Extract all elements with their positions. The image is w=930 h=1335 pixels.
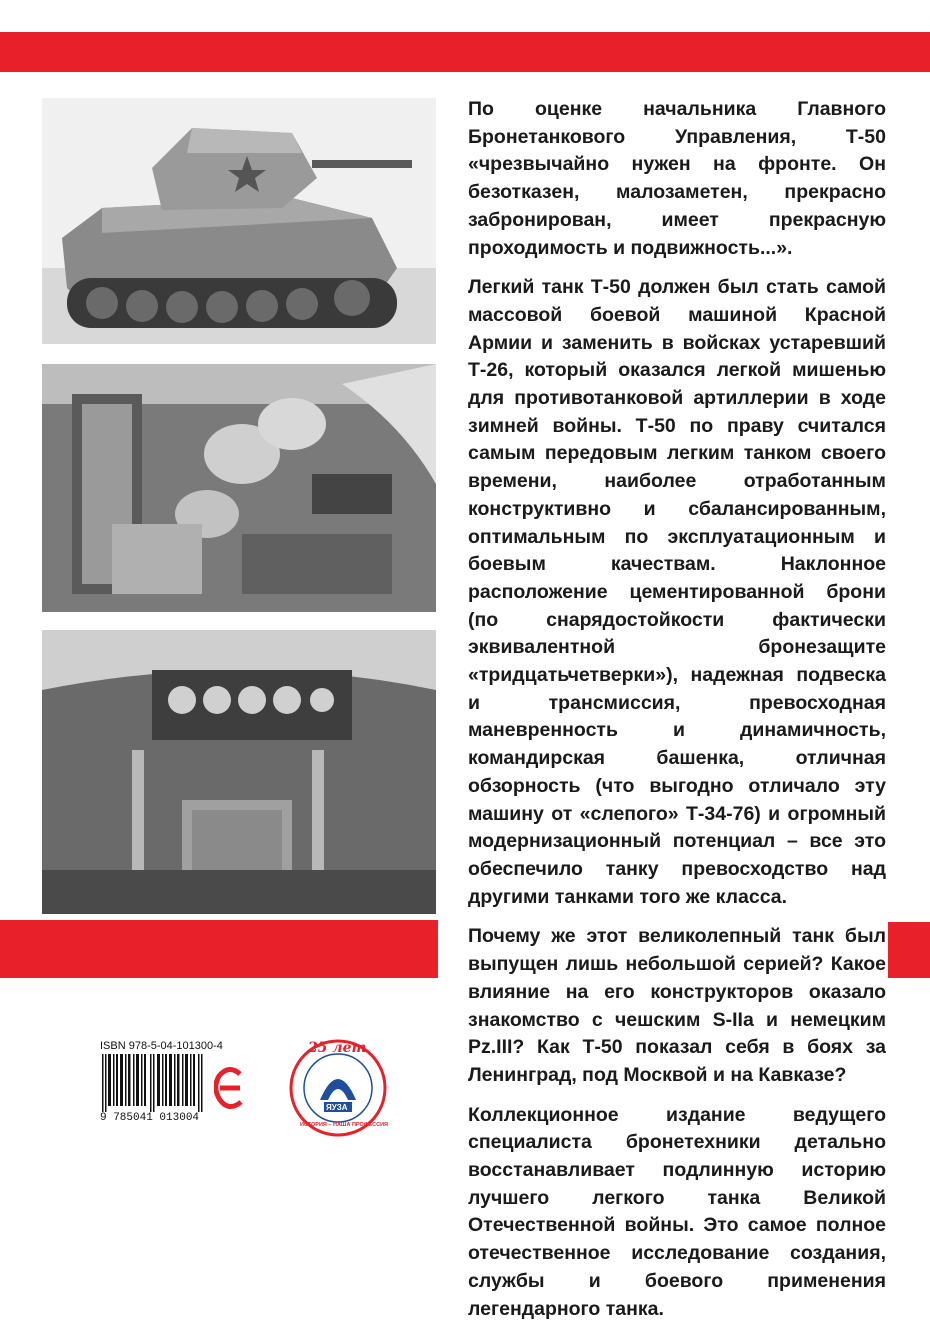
paragraph-2: Легкий танк Т-50 должен был стать самой массовой боевой машиной Красной Армии и заменить в войсках устаревший Т-26, который оказался легкой мишенью для противотанковой артиллерии в ходе зимней войны. Т-50 по праву считался самым передовым легким танком своего времени, наиболее отработанным конструктивно и сбалансированным, оптимальным по эксплуатационным и боевым качествам. Наклонное расположение цементированной брони (по снарядостойкости фактически эквивалентной бронезащите «тридцатьчетверки»), надежная подвеска и трансмиссия, превосходная маневренность и динамичность, командирская башенка, отличная обзорность (что выгодно отличало эту машину от «слепого» Т-34-76) и огромный модернизационный потенциал – все это обеспечило танку превосходство над другими танками того же класса. (468, 276, 886, 908)
tank-photo (42, 98, 436, 344)
annotation-text (468, 96, 886, 1335)
seal-brand: ЯУЗА (326, 1103, 348, 1112)
engine-compartment-photo (42, 364, 436, 612)
top-red-band (0, 32, 930, 72)
right-red-band (888, 922, 930, 978)
paragraph-3: Почему же этот великолепный танк был выпущен лишь небольшой серией? Какое влияние на его конструкторов оказало знакомство с чешским S-IIa и немецким Pz.III? Как Т-50 показал себя в боях за Ленинград, под Москвой и на Кавказе? (468, 925, 886, 1086)
yauza-seal (288, 1038, 388, 1138)
barcode-digits: 9 785041 013004 (100, 1112, 200, 1124)
paragraph-4: Коллекционное издание ведущего специалиста бронетехники детально восстанавливает подлинную историю лучшего легкого танка Великой Отечественной войны. Это самое полное отечественное исследование создания, службы и боевого применения легендарного танка. (468, 1103, 886, 1320)
barcode-bars (100, 1054, 208, 1112)
paragraph-1: По оценке начальника Главного Бронетанкового Управления, Т-50 «чрезвычайно нужен на фронте. Он безотказен, малозаметен, прекрасно забронирован, имеет прекрасную проходимость и подвижность...». (468, 98, 886, 259)
publisher-logo-icon (214, 1066, 244, 1110)
seal-anniversary: 25 лет (308, 1040, 367, 1056)
isbn-label: ISBN 978-5-04-101300-4 (100, 1040, 223, 1052)
left-red-band (0, 920, 438, 978)
seal-ring-text: ИСТОРИЯ – НАША ПРОФЕССИЯ (300, 1122, 388, 1128)
driver-compartment-photo (42, 630, 436, 914)
